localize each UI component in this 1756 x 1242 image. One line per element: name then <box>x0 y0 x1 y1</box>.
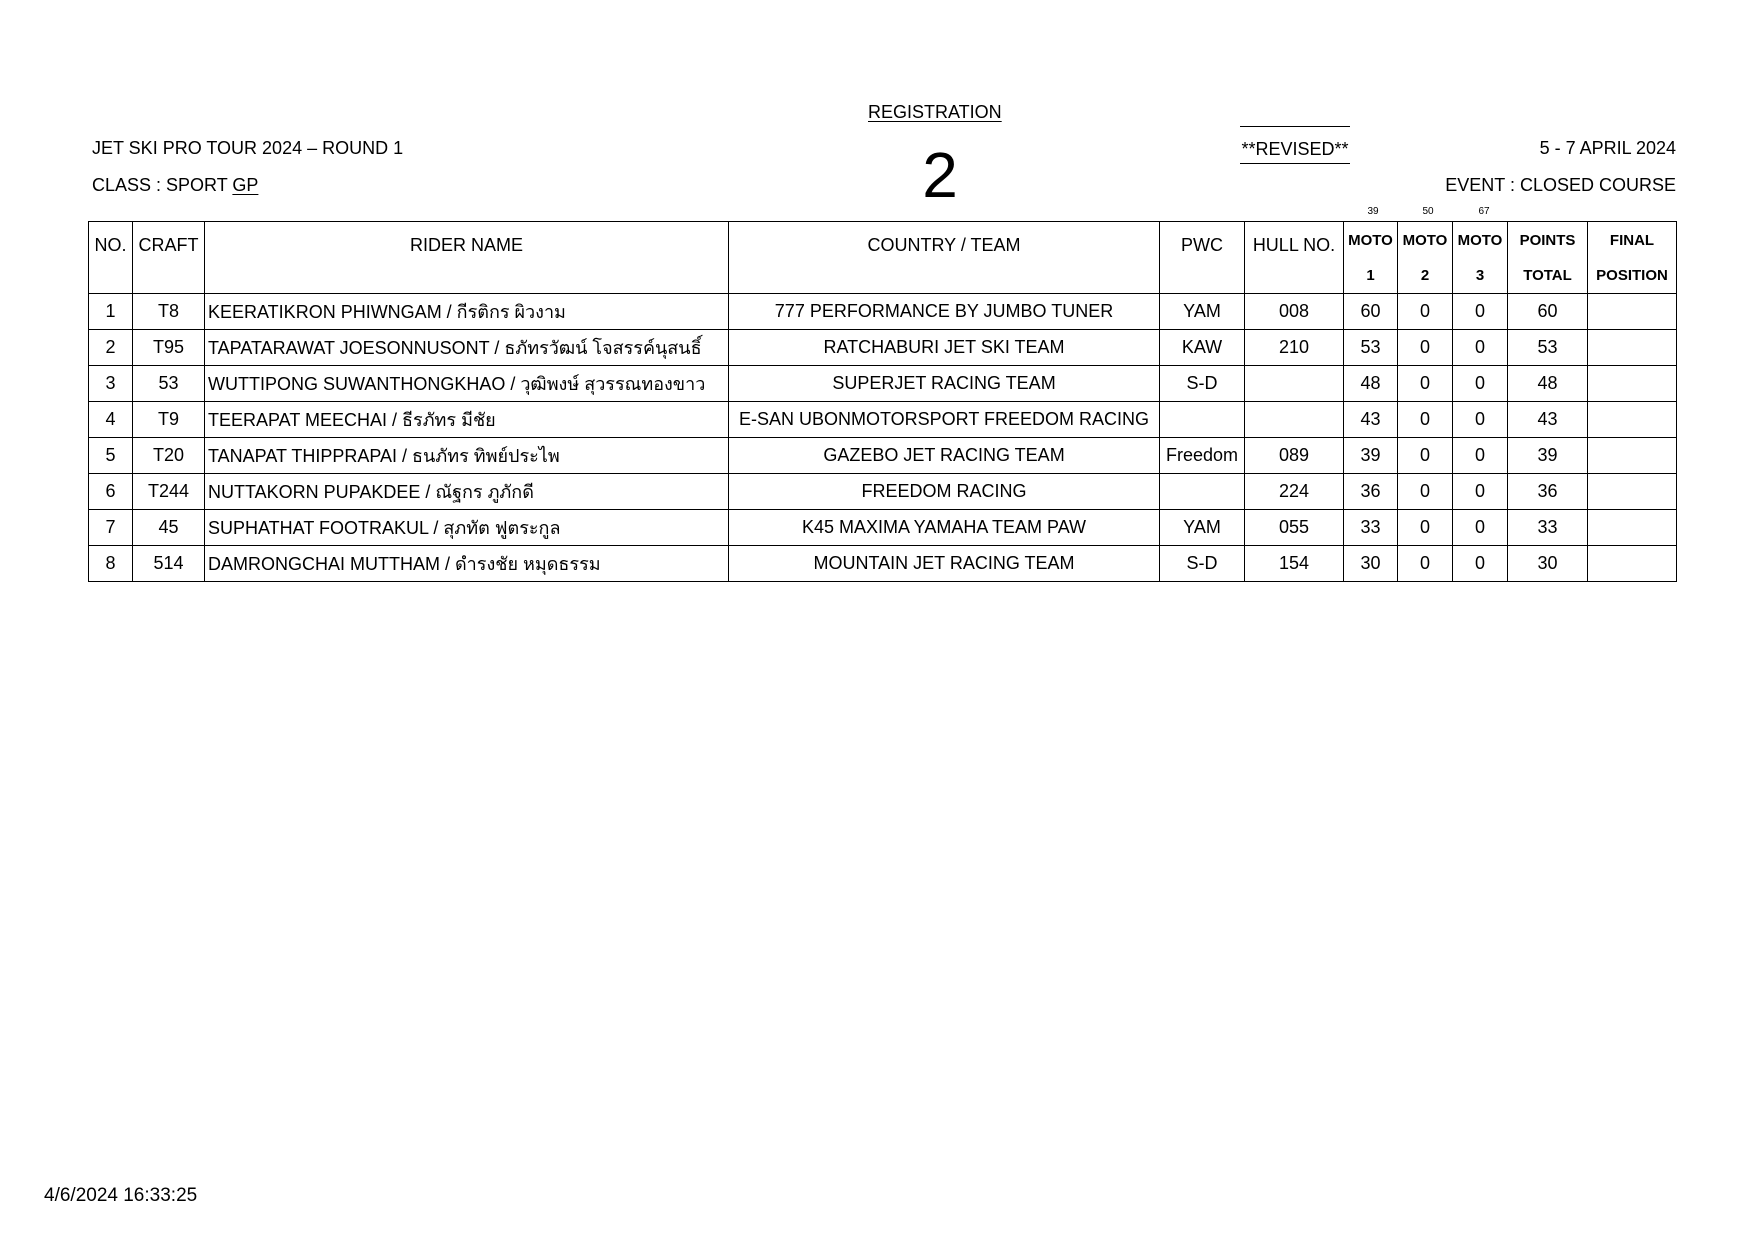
cell-hull-no: 055 <box>1245 510 1344 546</box>
cell-pwc: S-D <box>1160 546 1245 582</box>
cell-hull-no: 224 <box>1245 474 1344 510</box>
header-moto2-bottom: 2 <box>1398 258 1453 294</box>
header-country-team: COUNTRY / TEAM <box>729 222 1160 294</box>
cell-moto1: 43 <box>1344 402 1398 438</box>
cell-moto1: 30 <box>1344 546 1398 582</box>
cell-pwc <box>1160 474 1245 510</box>
class-prefix: CLASS : SPORT <box>92 175 233 195</box>
cell-craft: T20 <box>133 438 205 474</box>
cell-moto3: 0 <box>1453 510 1508 546</box>
cell-craft: T95 <box>133 330 205 366</box>
cell-final-position <box>1588 330 1677 366</box>
cell-no: 5 <box>89 438 133 474</box>
header-final-bottom: POSITION <box>1588 258 1677 294</box>
table-row <box>89 474 1677 510</box>
cell-country-team: K45 MAXIMA YAMAHA TEAM PAW <box>729 510 1160 546</box>
cell-final-position <box>1588 402 1677 438</box>
header-moto1-bottom: 1 <box>1344 258 1398 294</box>
small-number-3: 67 <box>1478 206 1490 217</box>
cell-moto1: 48 <box>1344 366 1398 402</box>
class-line <box>92 175 258 196</box>
cell-moto3: 0 <box>1453 438 1508 474</box>
cell-points-total: 39 <box>1508 438 1588 474</box>
table-row <box>89 438 1677 474</box>
cell-no: 7 <box>89 510 133 546</box>
table-row <box>89 366 1677 402</box>
printed-timestamp: 4/6/2024 16:33:25 <box>44 1185 198 1206</box>
cell-moto1: 36 <box>1344 474 1398 510</box>
cell-country-team: MOUNTAIN JET RACING TEAM <box>729 546 1160 582</box>
header-pwc: PWC <box>1160 222 1245 294</box>
cell-no: 4 <box>89 402 133 438</box>
cell-craft: T244 <box>133 474 205 510</box>
cell-final-position <box>1588 546 1677 582</box>
header-final-top: FINAL <box>1588 222 1677 259</box>
cell-final-position <box>1588 294 1677 330</box>
cell-points-total: 33 <box>1508 510 1588 546</box>
event-date: 5 - 7 APRIL 2024 <box>1539 138 1676 158</box>
cell-country-team: E-SAN UBONMOTORSPORT FREEDOM RACING <box>729 402 1160 438</box>
cell-moto2: 0 <box>1398 546 1453 582</box>
header-moto2-top: MOTO <box>1398 222 1453 259</box>
cell-hull-no: 089 <box>1245 438 1344 474</box>
cell-rider-name: DAMRONGCHAI MUTTHAM / ดำรงชัย หมุดธรรม <box>205 546 729 582</box>
cell-pwc: KAW <box>1160 330 1245 366</box>
event-type: EVENT : CLOSED COURSE <box>1445 175 1676 195</box>
cell-moto2: 0 <box>1398 510 1453 546</box>
table-row <box>89 510 1677 546</box>
header-craft: CRAFT <box>133 222 205 294</box>
cell-moto3: 0 <box>1453 330 1508 366</box>
cell-points-total: 53 <box>1508 330 1588 366</box>
cell-moto3: 0 <box>1453 546 1508 582</box>
cell-no: 6 <box>89 474 133 510</box>
cell-rider-name: SUPHATHAT FOOTRAKUL / สุภทัต ฟูตระกูล <box>205 510 729 546</box>
table-row <box>89 546 1677 582</box>
cell-final-position <box>1588 366 1677 402</box>
cell-country-team: 777 PERFORMANCE BY JUMBO TUNER <box>729 294 1160 330</box>
table-row <box>89 294 1677 330</box>
header-moto1-top: MOTO <box>1344 222 1398 259</box>
event-title: JET SKI PRO TOUR 2024 – ROUND 1 <box>92 138 404 158</box>
registration-title: REGISTRATION <box>868 102 1002 122</box>
cell-no: 8 <box>89 546 133 582</box>
cell-moto3: 0 <box>1453 294 1508 330</box>
cell-rider-name: WUTTIPONG SUWANTHONGKHAO / วุฒิพงษ์ สุวรรณทองขาว <box>205 366 729 402</box>
cell-pwc: Freedom <box>1160 438 1245 474</box>
cell-rider-name: KEERATIKRON PHIWNGAM / กีรติกร ผิวงาม <box>205 294 729 330</box>
revised-label: **REVISED** <box>1240 126 1350 164</box>
cell-moto1: 33 <box>1344 510 1398 546</box>
class-name: GP <box>232 175 259 195</box>
cell-country-team: SUPERJET RACING TEAM <box>729 366 1160 402</box>
cell-moto2: 0 <box>1398 402 1453 438</box>
cell-pwc: YAM <box>1160 294 1245 330</box>
cell-points-total: 36 <box>1508 474 1588 510</box>
cell-points-total: 43 <box>1508 402 1588 438</box>
cell-moto3: 0 <box>1453 474 1508 510</box>
header-rider-name: RIDER NAME <box>205 222 729 294</box>
header-points-top: POINTS <box>1508 222 1588 259</box>
cell-country-team: FREEDOM RACING <box>729 474 1160 510</box>
cell-country-team: GAZEBO JET RACING TEAM <box>729 438 1160 474</box>
cell-points-total: 30 <box>1508 546 1588 582</box>
cell-moto3: 0 <box>1453 366 1508 402</box>
cell-moto2: 0 <box>1398 474 1453 510</box>
cell-moto1: 39 <box>1344 438 1398 474</box>
cell-moto2: 0 <box>1398 330 1453 366</box>
results-body <box>89 294 1677 582</box>
cell-moto2: 0 <box>1398 438 1453 474</box>
cell-country-team: RATCHABURI JET SKI TEAM <box>729 330 1160 366</box>
cell-rider-name: NUTTAKORN PUPAKDEE / ณัฐกร ภูภักดี <box>205 474 729 510</box>
heat-number: 2 <box>922 139 958 211</box>
cell-pwc: S-D <box>1160 366 1245 402</box>
cell-no: 2 <box>89 330 133 366</box>
header-moto3-top: MOTO <box>1453 222 1508 259</box>
cell-craft: 514 <box>133 546 205 582</box>
cell-hull-no <box>1245 402 1344 438</box>
cell-pwc <box>1160 402 1245 438</box>
cell-moto3: 0 <box>1453 402 1508 438</box>
table-row <box>89 402 1677 438</box>
header-points-bottom: TOTAL <box>1508 258 1588 294</box>
header-hull-no: HULL NO. <box>1245 222 1344 294</box>
small-number-1: 39 <box>1367 206 1379 217</box>
header-no: NO. <box>89 222 133 294</box>
cell-moto2: 0 <box>1398 366 1453 402</box>
cell-pwc: YAM <box>1160 510 1245 546</box>
cell-hull-no <box>1245 366 1344 402</box>
cell-craft: 45 <box>133 510 205 546</box>
cell-points-total: 60 <box>1508 294 1588 330</box>
cell-craft: T9 <box>133 402 205 438</box>
cell-no: 3 <box>89 366 133 402</box>
cell-moto1: 53 <box>1344 330 1398 366</box>
cell-hull-no: 154 <box>1245 546 1344 582</box>
cell-final-position <box>1588 438 1677 474</box>
cell-rider-name: TEERAPAT MEECHAI / ธีรภัทร มีชัย <box>205 402 729 438</box>
cell-moto1: 60 <box>1344 294 1398 330</box>
results-table <box>88 221 1677 582</box>
small-number-2: 50 <box>1422 206 1434 217</box>
cell-final-position <box>1588 474 1677 510</box>
cell-moto2: 0 <box>1398 294 1453 330</box>
cell-rider-name: TANAPAT THIPPRAPAI / ธนภัทร ทิพย์ประไพ <box>205 438 729 474</box>
cell-hull-no: 210 <box>1245 330 1344 366</box>
cell-final-position <box>1588 510 1677 546</box>
header-moto3-bottom: 3 <box>1453 258 1508 294</box>
cell-craft: T8 <box>133 294 205 330</box>
cell-craft: 53 <box>133 366 205 402</box>
cell-no: 1 <box>89 294 133 330</box>
cell-hull-no: 008 <box>1245 294 1344 330</box>
cell-points-total: 48 <box>1508 366 1588 402</box>
table-row <box>89 330 1677 366</box>
cell-rider-name: TAPATARAWAT JOESONNUSONT / ธภัทรวัฒน์ โจสรรค์นุสนธิ์ <box>205 330 729 366</box>
